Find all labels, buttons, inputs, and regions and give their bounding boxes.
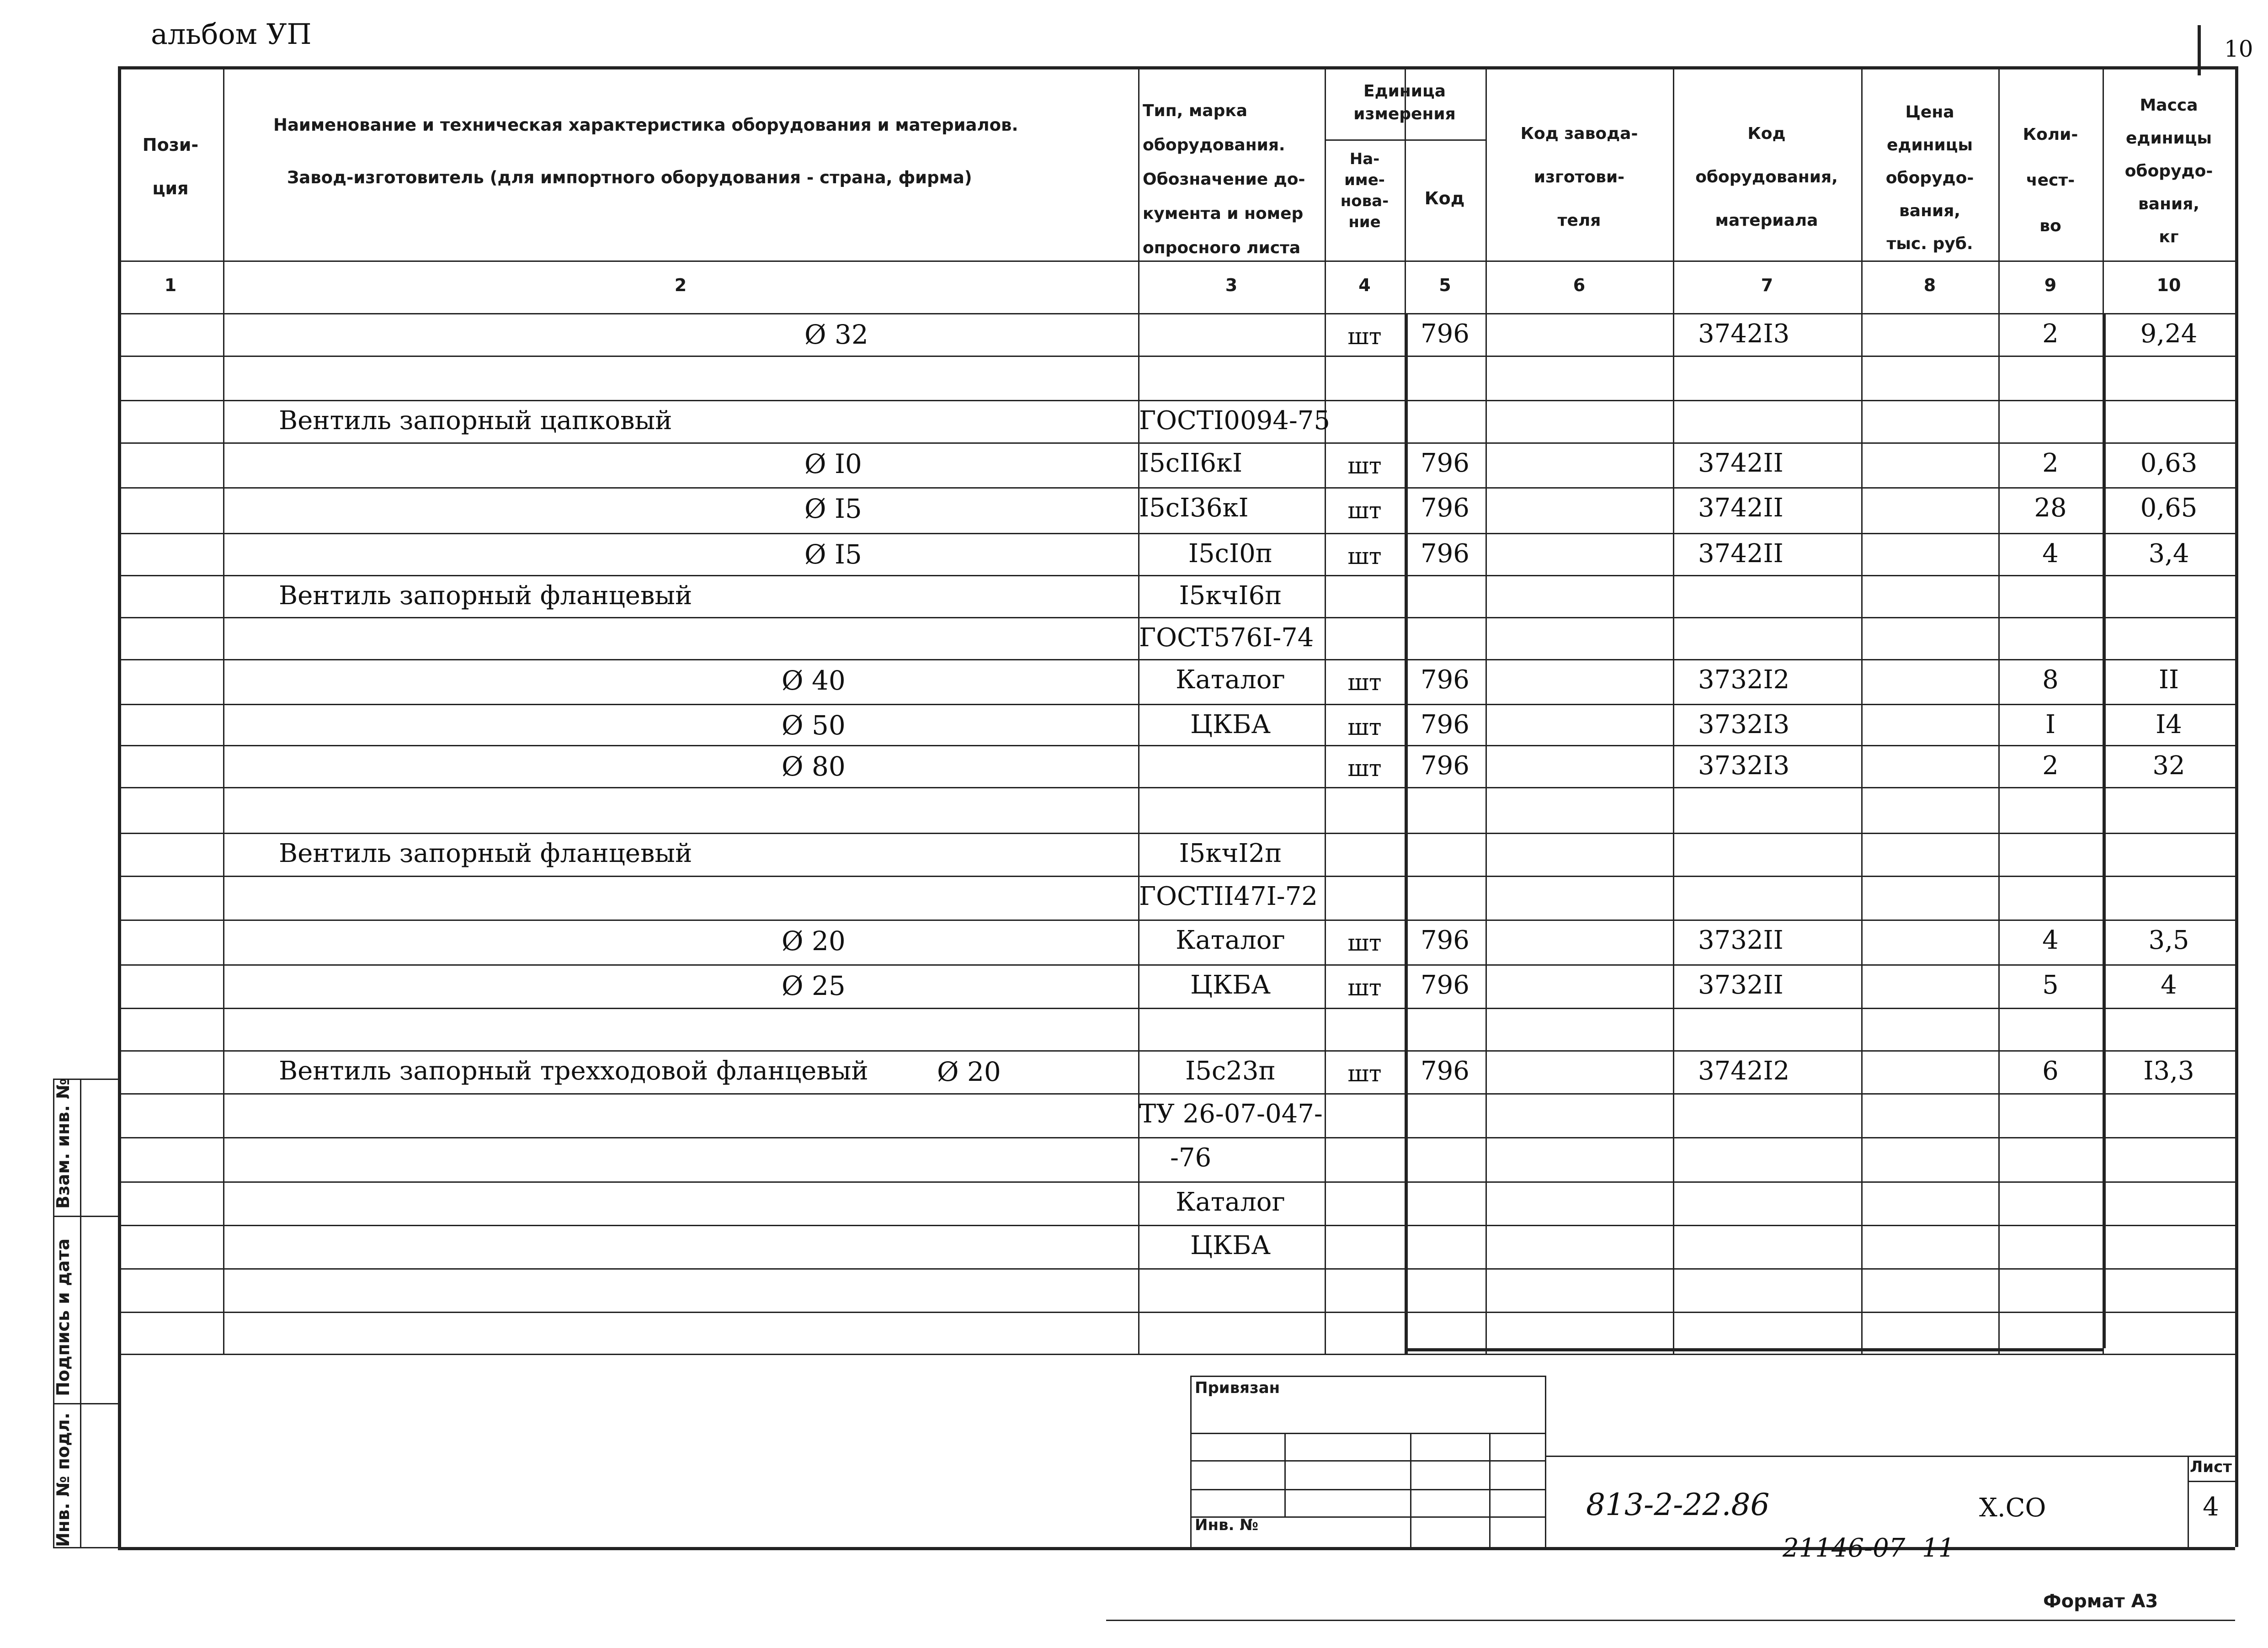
item-name: Вентиль запорный фланцевый [279, 581, 692, 611]
column-number-1: 1 [164, 275, 177, 295]
header-price-line1: Цена [1905, 103, 1954, 122]
item-diameter: Ø 25 [782, 970, 846, 1001]
item-unit: шт [1347, 714, 1382, 740]
item-qty: 4 [2042, 539, 2059, 569]
table-row [118, 1008, 2235, 1050]
side-label-replace-inv: Взам. инв. № [53, 1078, 73, 1209]
item-type: ТУ 26-07-047- [1139, 1099, 1323, 1129]
sheet-box-split [2188, 1481, 2235, 1482]
item-unit: шт [1347, 452, 1382, 479]
column-number-7: 7 [1761, 275, 1773, 295]
item-type: ЦКБА [1190, 1231, 1271, 1260]
column-number-10: 10 [2156, 275, 2181, 295]
item-unit-code: 796 [1421, 970, 1469, 1000]
header-type-line1: Тип, марка [1143, 101, 1248, 120]
unit-subheader-line [1325, 139, 1485, 141]
header-type [1143, 94, 1305, 265]
column-number-6: 6 [1573, 275, 1586, 295]
item-mass: 32 [2152, 751, 2185, 781]
stamp-col [1410, 1433, 1411, 1547]
sheet-number: 4 [2203, 1492, 2219, 1522]
column-number-9: 9 [2044, 275, 2057, 295]
sheet-label: Лист [2190, 1458, 2232, 1476]
header-price-line5: тыс. руб. [1886, 234, 1973, 253]
item-qty: 4 [2042, 925, 2059, 955]
table-bottom-line [118, 1354, 2235, 1355]
item-unit-code: 796 [1421, 493, 1469, 523]
item-mass: 0,65 [2140, 493, 2198, 523]
item-unit-code: 796 [1421, 665, 1469, 695]
item-diameter: Ø 20 [937, 1056, 1001, 1087]
item-unit-code: 796 [1421, 751, 1469, 781]
header-name-line1: Наименование и техническая характеристика оборудования и материалов. [273, 115, 1018, 135]
frame-right [2235, 66, 2238, 1547]
header-unit-name-line1: На- [1349, 150, 1380, 168]
header-unit-name [1325, 149, 1405, 233]
document-code: 813-2-22.86 [1586, 1487, 1770, 1522]
header-mass-line4: вания, [2138, 195, 2199, 213]
header-unit-line1: Единица [1363, 82, 1446, 101]
column-number-5: 5 [1439, 275, 1451, 295]
item-diameter: Ø 50 [782, 710, 846, 741]
header-unit-line2: измерения [1353, 105, 1456, 123]
header-type-line3: Обозначение до- [1143, 170, 1305, 189]
header-mass-line5: кг [2159, 228, 2179, 246]
item-diameter: Ø 20 [782, 925, 846, 957]
item-qty: I [2045, 710, 2056, 739]
header-price-line3: оборудо- [1885, 169, 1974, 187]
header-equip-line1: Код [1747, 124, 1786, 143]
item-diameter: Ø I0 [804, 448, 862, 479]
corner-number: 10 [2224, 36, 2253, 62]
frame-top [118, 66, 2235, 69]
item-qty: 2 [2042, 448, 2059, 478]
table-row [118, 313, 2235, 356]
header-mass-line2: единицы [2125, 129, 2212, 148]
item-equip-code: 3742II [1698, 539, 1784, 569]
item-equip-code: 3732II [1698, 925, 1784, 955]
item-equip-code: 3732II [1698, 970, 1784, 1000]
side-label-inv-original: Инв. № подл. [53, 1412, 73, 1547]
item-qty: 8 [2042, 665, 2059, 695]
item-diameter: Ø 40 [782, 665, 846, 696]
header-unit-code: Код [1424, 188, 1465, 208]
item-type: I5cII6кI [1139, 448, 1243, 478]
header-qty-line1: Коли- [2023, 125, 2078, 144]
table-row [118, 787, 2235, 833]
handwritten-tail: 11 [1922, 1533, 1955, 1563]
header-unit-name-line4: ние [1348, 213, 1381, 231]
side-frame-split1 [53, 1216, 118, 1217]
header-unit [1325, 80, 1485, 126]
item-unit: шт [1347, 1060, 1382, 1087]
header-price [1861, 96, 1998, 260]
item-equip-code: 3742I3 [1698, 319, 1790, 349]
item-unit-code: 796 [1421, 1056, 1469, 1086]
stamp-inv-no: Инв. № [1195, 1516, 1259, 1534]
frame-bottom [118, 1547, 2235, 1550]
header-type-line4: кумента и номер [1143, 204, 1304, 223]
header-qty-line2: чест- [2026, 171, 2075, 190]
title-block-top [1545, 1456, 2235, 1457]
header-name-line2: Завод-изготовитель (для импортного оборудования - страна, фирма) [287, 168, 972, 187]
item-type-cont: -76 [1170, 1143, 1212, 1173]
stamp-privyazan: Привязан [1195, 1379, 1280, 1397]
header-factory-line2: изготови- [1533, 168, 1625, 186]
item-mass: II [2158, 665, 2179, 695]
item-diameter: Ø I5 [804, 493, 862, 524]
header-price-line2: единицы [1886, 136, 1973, 154]
item-type: I5кчI6п [1179, 581, 1282, 611]
item-equip-code: 3742I2 [1698, 1056, 1790, 1086]
item-type: Каталог [1176, 925, 1285, 955]
item-unit-code: 796 [1421, 710, 1469, 739]
item-mass: 3,4 [2148, 539, 2189, 569]
item-name: Вентиль запорный трехходовой фланцевый [279, 1056, 868, 1086]
item-type: I5кчI2п [1179, 839, 1282, 868]
header-unit-name-line3: нова- [1340, 192, 1389, 210]
header-type-line2: оборудования. [1143, 136, 1285, 154]
item-unit-code: 796 [1421, 448, 1469, 478]
side-frame-right [80, 1079, 81, 1547]
item-unit-code: 796 [1421, 539, 1469, 569]
item-equip-code: 3742II [1698, 448, 1784, 478]
header-unit-name-line2: име- [1344, 171, 1385, 189]
table-row [118, 1312, 2235, 1354]
table-row [118, 745, 2235, 787]
item-type: ГОСТ576I-74 [1139, 623, 1314, 653]
stamp-line [1190, 1433, 1545, 1434]
stamp-col [1284, 1433, 1286, 1516]
item-qty: 28 [2034, 493, 2067, 523]
item-mass: I3,3 [2143, 1056, 2194, 1086]
header-position-line2: ция [152, 178, 189, 198]
stamp-right [1545, 1376, 1546, 1547]
item-diameter: Ø 32 [804, 319, 868, 350]
stamp-line [1190, 1489, 1545, 1490]
item-unit: шт [1347, 497, 1382, 524]
header-factory-line1: Код завода- [1520, 124, 1638, 143]
header-type-line5: опросного листа [1143, 239, 1301, 257]
item-type: Каталог [1176, 665, 1285, 695]
side-frame-bottom [53, 1547, 118, 1548]
document-suffix: Х.СО [1979, 1493, 2046, 1523]
item-unit: шт [1347, 755, 1382, 781]
header-equip-line3: материала [1715, 211, 1818, 230]
item-name: Вентиль запорный фланцевый [279, 839, 692, 868]
item-qty: 6 [2042, 1056, 2059, 1086]
item-unit: шт [1347, 974, 1382, 1001]
header-equip-line2: оборудования, [1695, 168, 1838, 186]
column-number-4: 4 [1358, 275, 1371, 295]
item-type: Каталог [1176, 1187, 1285, 1217]
item-equip-code: 3732I3 [1698, 710, 1790, 739]
stamp-col [1489, 1433, 1491, 1547]
column-number-3: 3 [1225, 275, 1238, 295]
item-qty: 2 [2042, 319, 2059, 349]
item-unit-code: 796 [1421, 925, 1469, 955]
item-unit: шт [1347, 323, 1382, 350]
item-type: ЦКБА [1190, 970, 1271, 1000]
item-mass: I4 [2156, 710, 2182, 739]
header-equip-code [1673, 112, 1860, 242]
item-mass: 9,24 [2140, 319, 2198, 349]
stamp-top [1190, 1376, 1545, 1377]
item-qty: 5 [2042, 970, 2059, 1000]
item-equip-code: 3732I3 [1698, 751, 1790, 781]
header-qty [1998, 112, 2103, 249]
item-type: I5cI36кI [1139, 493, 1249, 523]
footer-line [1106, 1620, 2235, 1621]
header-qty-line3: во [2039, 217, 2061, 235]
item-type: ЦКБА [1190, 710, 1271, 739]
item-type: ГОСТII47I-72 [1139, 882, 1318, 911]
side-frame-split2 [53, 1403, 118, 1404]
handwritten-number: 21146-07 [1783, 1533, 1906, 1563]
album-label: альбом УП [151, 17, 312, 51]
header-mass-line1: Масса [2140, 96, 2198, 115]
format-label: Формат А3 [2043, 1591, 2158, 1612]
item-unit-code: 796 [1421, 319, 1469, 349]
header-mass [2103, 89, 2235, 254]
item-type: ГОСТI0094-75 [1139, 406, 1331, 436]
item-diameter: Ø 80 [782, 751, 846, 782]
table-row [118, 356, 2235, 400]
header-position [118, 123, 223, 210]
item-unit: шт [1347, 930, 1382, 956]
header-factory [1485, 112, 1673, 242]
header-factory-line3: теля [1557, 211, 1601, 230]
item-mass: 0,63 [2140, 448, 2198, 478]
item-equip-code: 3742II [1698, 493, 1784, 523]
header-position-line1: Пози- [142, 135, 199, 155]
item-unit: шт [1347, 543, 1382, 569]
item-qty: 2 [2042, 751, 2059, 781]
column-number-8: 8 [1923, 275, 1936, 295]
table-row [118, 1268, 2235, 1312]
item-unit: шт [1347, 669, 1382, 696]
column-number-2: 2 [674, 275, 687, 295]
item-equip-code: 3732I2 [1698, 665, 1790, 695]
side-label-signature-date: Подпись и дата [53, 1238, 73, 1396]
stamp-line [1190, 1460, 1545, 1462]
item-mass: 3,5 [2148, 925, 2189, 955]
item-diameter: Ø I5 [804, 539, 862, 570]
item-type: I5c23п [1185, 1056, 1276, 1086]
item-mass: 4 [2161, 970, 2177, 1000]
header-price-line4: вания, [1899, 202, 1960, 220]
item-name: Вентиль запорный цапковый [279, 406, 672, 436]
header-mass-line3: оборудо- [2124, 162, 2213, 181]
item-type: I5cI0п [1188, 539, 1273, 569]
table-row [118, 1137, 2235, 1181]
